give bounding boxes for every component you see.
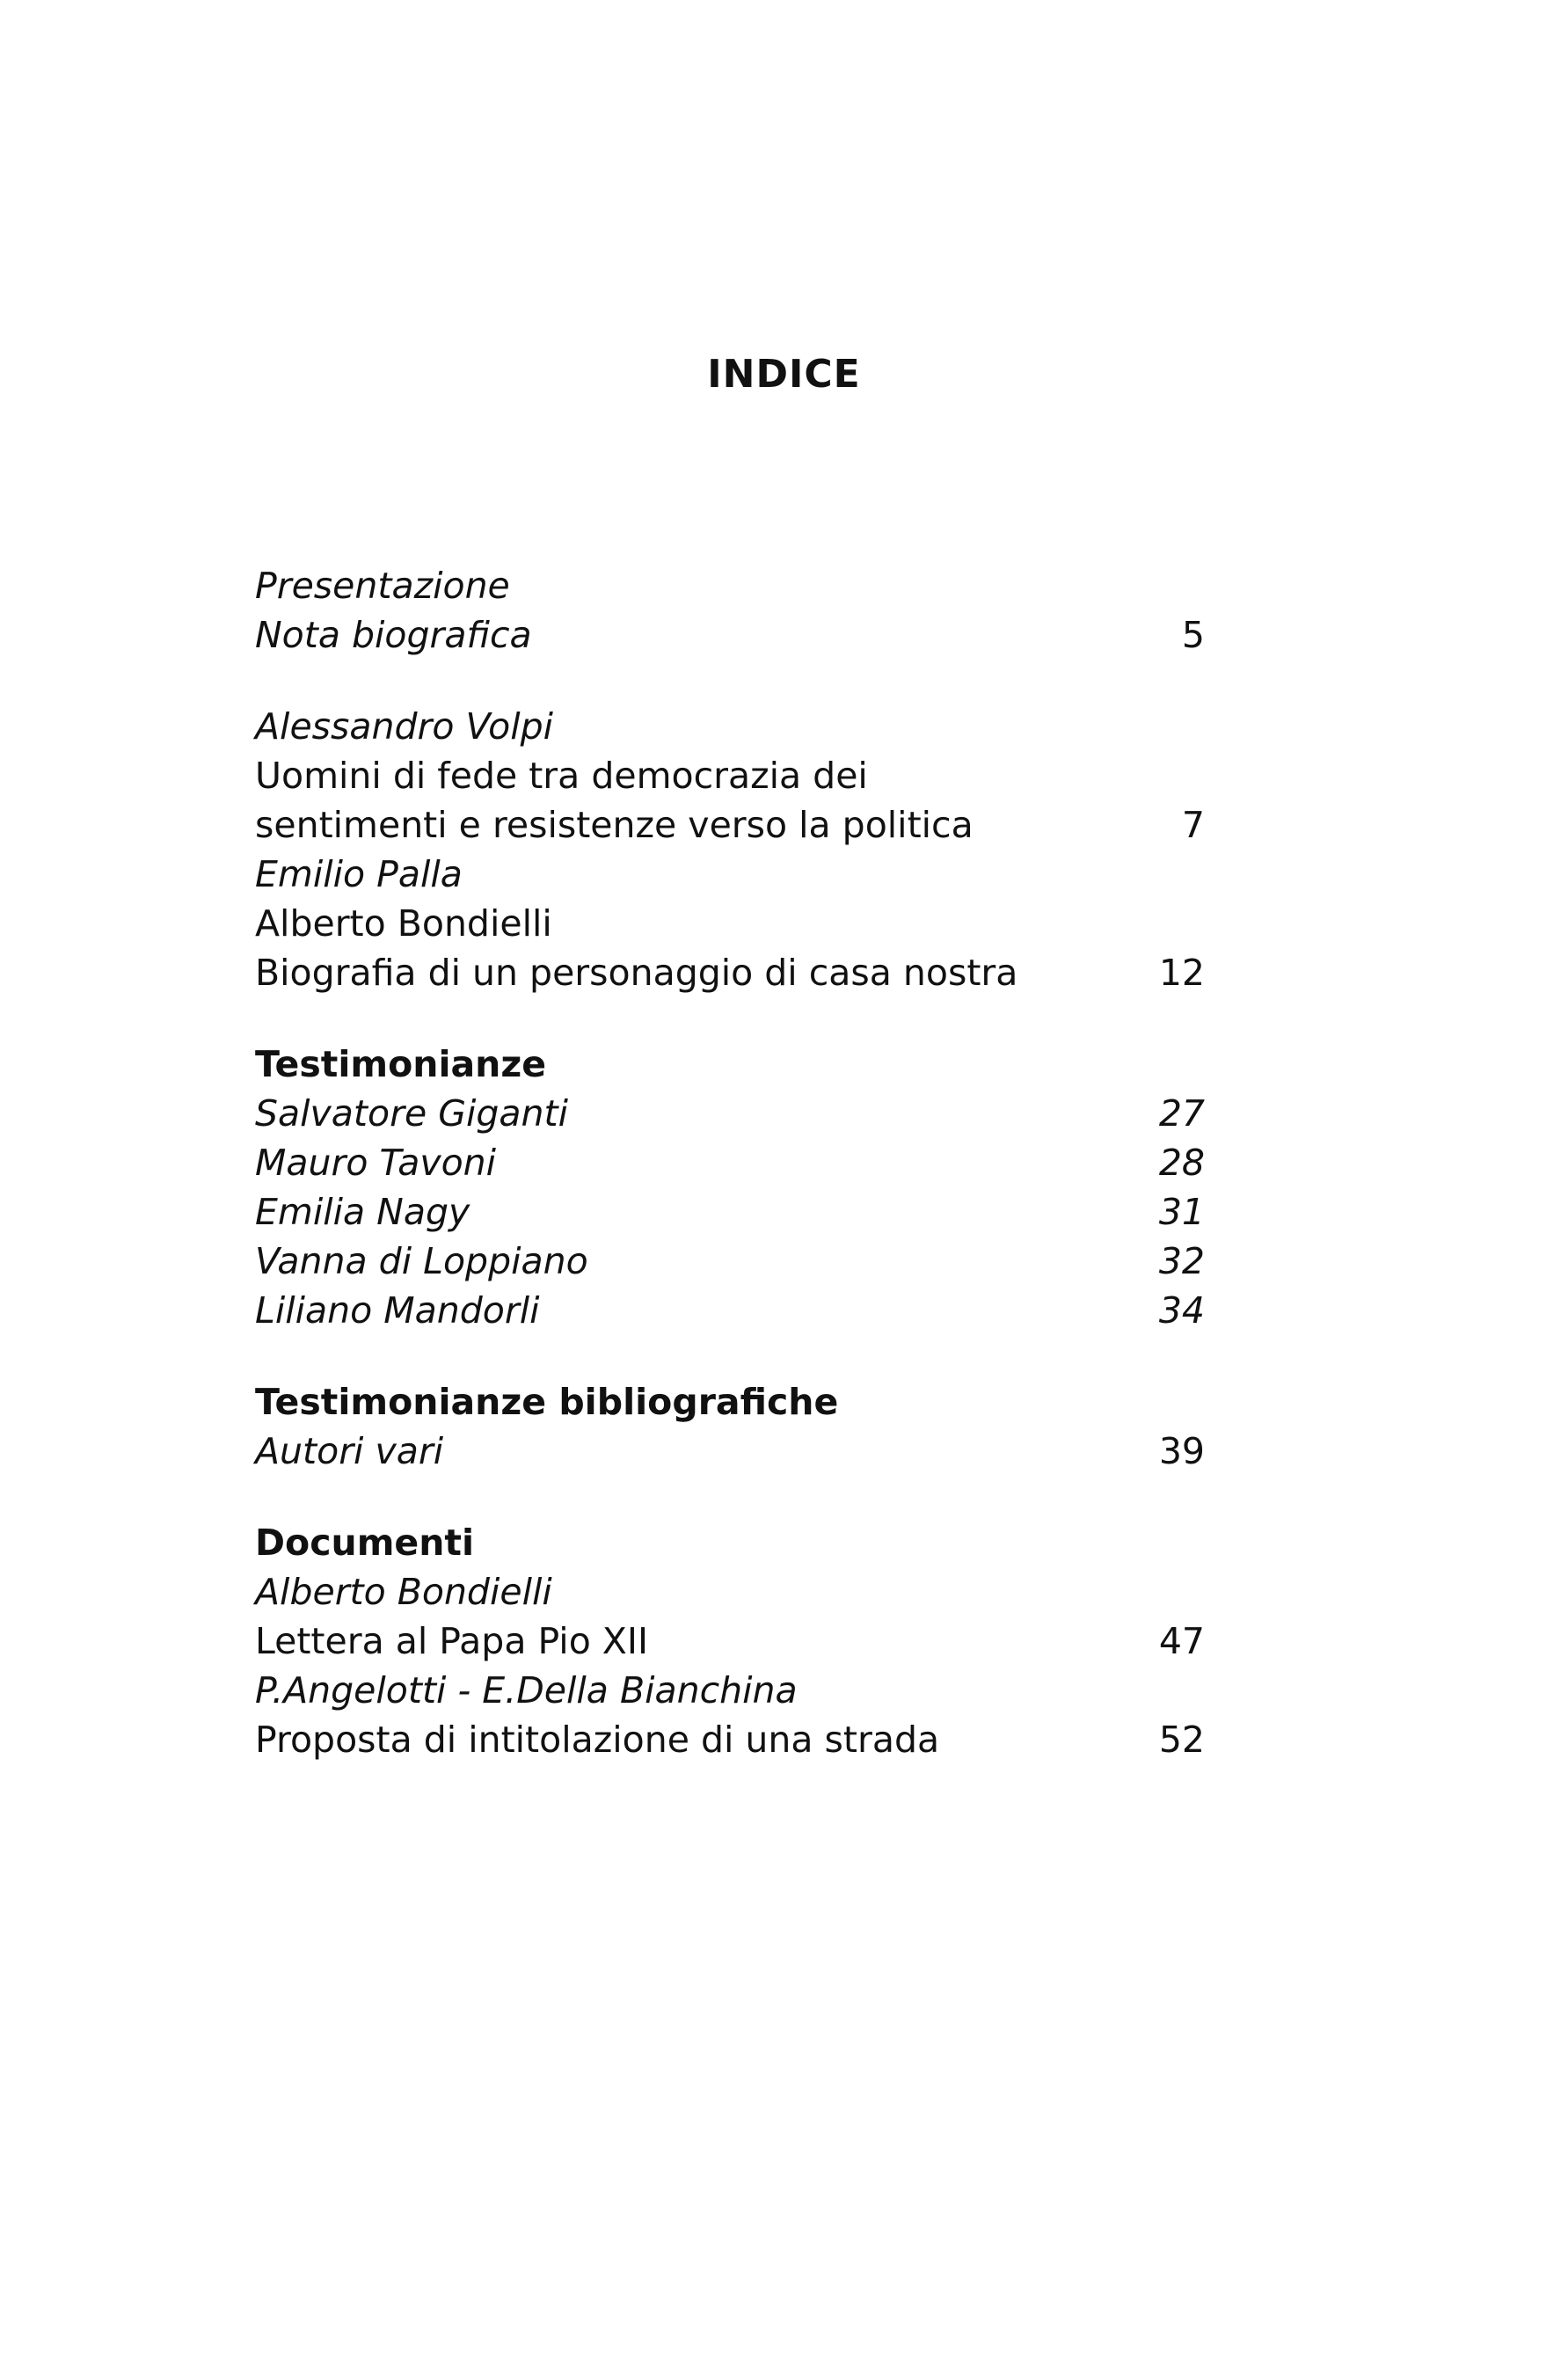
toc-entry (255, 1715, 1205, 1764)
toc-entry-title: Testimonianze (255, 1043, 547, 1085)
toc-entry-title: Vanna di Loppiano (255, 1240, 588, 1282)
toc-section-essays (255, 702, 1205, 997)
toc-entry-page: 27 (1158, 1092, 1205, 1135)
toc-entry-page: 52 (1158, 1719, 1205, 1761)
toc-entry-title: Documenti (255, 1522, 475, 1564)
toc-entry-author (255, 1567, 1205, 1617)
toc-entry-title: Autori vari (255, 1430, 444, 1472)
toc-section-heading (255, 1377, 1205, 1427)
toc-entry-page: 12 (1158, 952, 1205, 994)
toc-entry (255, 610, 1205, 660)
toc-entry-page: 39 (1158, 1430, 1205, 1472)
toc-entry-author (255, 850, 1205, 899)
toc-entry-title: Presentazione (255, 565, 510, 607)
toc-entry-title: P.Angelotti - E.Della Bianchina (255, 1669, 798, 1711)
toc-entry-author (255, 1666, 1205, 1715)
toc-entry-title: Mauro Tavoni (255, 1142, 497, 1184)
toc-entry (255, 800, 1205, 850)
toc-entry (255, 1617, 1205, 1666)
toc-entry (255, 1286, 1205, 1335)
toc-entry-page: 47 (1158, 1620, 1205, 1662)
toc-entry-author (255, 702, 1205, 751)
toc-entry-title: Lettera al Papa Pio XII (255, 1620, 649, 1662)
toc-entry (255, 1138, 1205, 1187)
toc-section-intro (255, 561, 1205, 660)
toc-section-bibliografiche (255, 1377, 1205, 1476)
toc-entry-page: 31 (1158, 1191, 1205, 1233)
toc-entry-title: Alessandro Volpi (255, 705, 554, 748)
toc-entry-page: 32 (1158, 1240, 1205, 1282)
toc-entry-title: Salvatore Giganti (255, 1092, 568, 1135)
toc-entry-title: Alberto Bondielli (255, 1571, 552, 1613)
toc-entry-title: Emilio Palla (255, 853, 463, 895)
toc-entry-title: Nota biografica (255, 614, 532, 656)
toc-entry-title: Biografia di un personaggio di casa nostra (255, 952, 1018, 994)
toc-entry (255, 948, 1205, 997)
toc-entry (255, 561, 1205, 610)
toc-entry (255, 1089, 1205, 1138)
toc-section-heading (255, 1518, 1205, 1567)
toc-entry-title: sentimenti e resistenze verso la politica (255, 804, 974, 846)
page-title: INDICE (707, 352, 861, 397)
toc-entry-title: Emilia Nagy (255, 1191, 470, 1233)
toc-entry-title: Testimonianze bibliografiche (255, 1381, 839, 1423)
toc-entry (255, 751, 1205, 800)
toc-entry-page: 34 (1158, 1289, 1205, 1332)
toc-entry-title: Uomini di fede tra democrazia dei (255, 755, 868, 797)
toc-section-documenti (255, 1518, 1205, 1764)
toc-entry (255, 1427, 1205, 1476)
toc-entry-page: 5 (1181, 614, 1205, 656)
toc-entry-page: 7 (1181, 804, 1205, 846)
toc-entry (255, 1237, 1205, 1286)
toc-entry (255, 899, 1205, 948)
toc-entry (255, 1187, 1205, 1237)
toc-entry-title: Proposta di intitolazione di una strada (255, 1719, 940, 1761)
toc-entry-title: Liliano Mandorli (255, 1289, 540, 1332)
toc-section-heading (255, 1040, 1205, 1089)
table-of-contents (255, 561, 1205, 1806)
toc-entry-page: 28 (1158, 1142, 1205, 1184)
toc-entry-title: Alberto Bondielli (255, 902, 552, 945)
toc-section-testimonianze (255, 1040, 1205, 1335)
